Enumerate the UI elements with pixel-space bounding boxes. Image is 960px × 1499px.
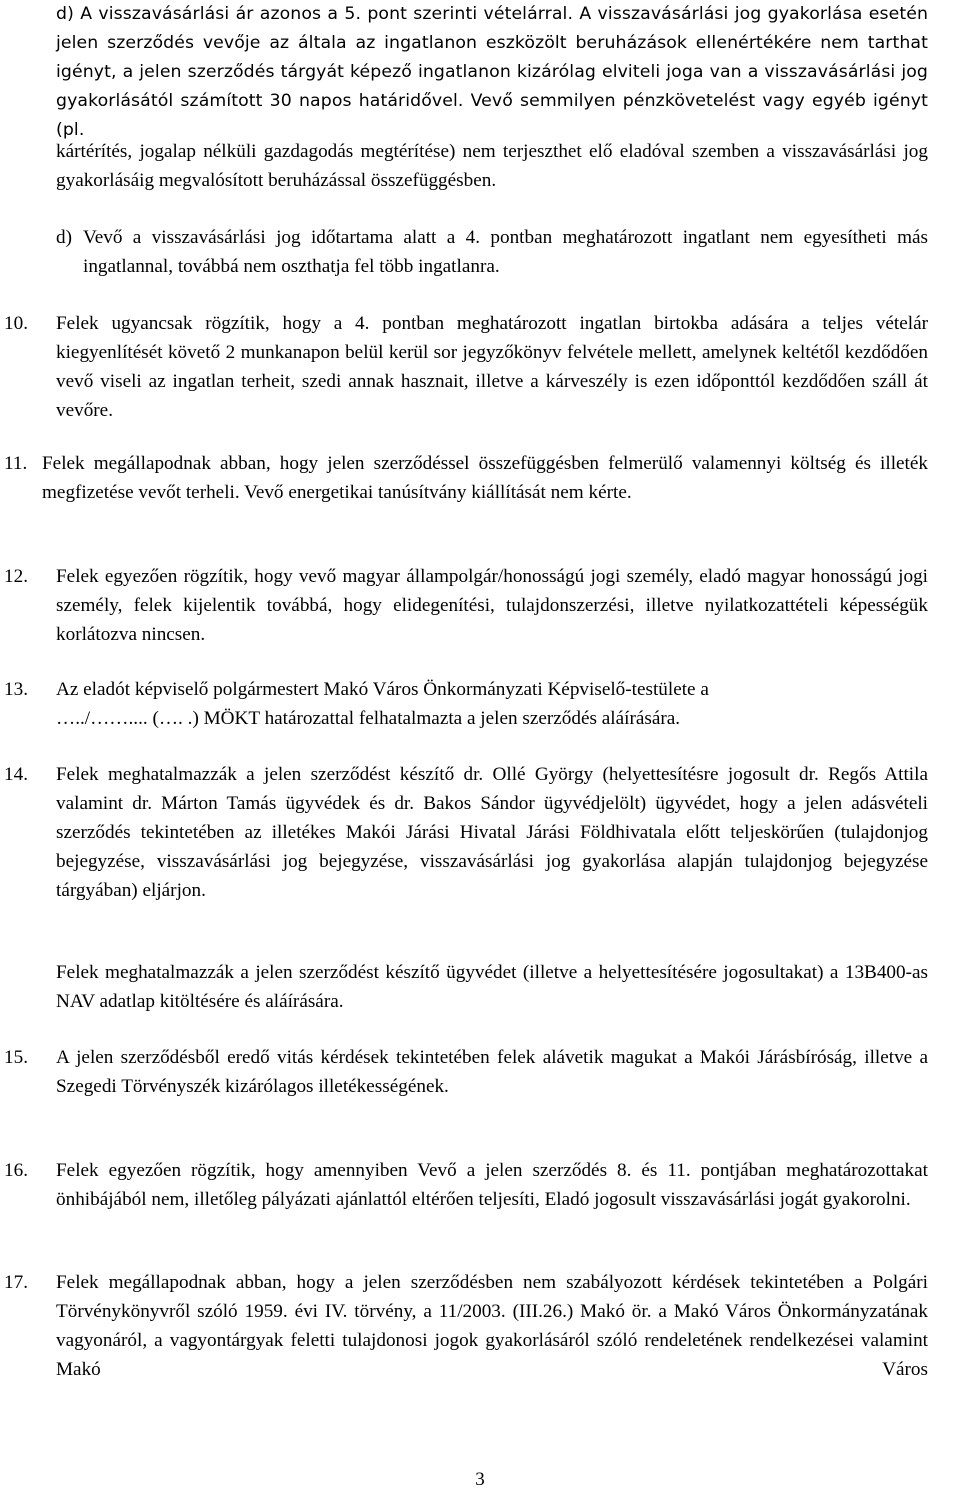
paragraph-13-line-1: Az eladót képviselő polgármestert Makó Város Önkormányzati Képviselő-testülete a (56, 679, 709, 700)
paragraph-14-text: Felek meghatalmazzák a jelen szerződést készítő dr. Ollé György (helyettesítésre jogosult dr. Regős Attila valamint dr. Márton Tamás ügyvédek és dr. Bakos Sándor ügyvédjelölt) ügyvédet, hogy a jelen adásvételi szerződés tekintetében az illetékes Makói Járási Hivatal Járási Földhivatala előtt teljeskörűen (tulajdonjog bejegyzése, visszavásárlási jog bejegyzése, visszavásárlási jog gyakorlása alapján tulajdonjog bejegyzése tárgyában) eljárjon. (56, 764, 928, 901)
paragraph-9c-continuation-text: kártérítés, jogalap nélküli gazdagodás megtérítése) nem terjeszthet elő eladóval szemben a visszavásárlási jog gyakorlásáig megvalósított beruházással összefüggésben. (56, 141, 928, 191)
paragraph-14-authorization-text: Felek meghatalmazzák a jelen szerződést készítő ügyvédet (illetve a helyettesítésére jogosultakat) a 13B400-as NAV adatlap kitöltésére és aláírására. (56, 962, 928, 1012)
paragraph-9c-continuation (56, 137, 928, 195)
paragraph-d-label: d) (56, 227, 72, 248)
paragraph-15-number: 15. (4, 1047, 28, 1068)
paragraph-10-text: Felek ugyancsak rögzítik, hogy a 4. pontban meghatározott ingatlan birtokba adására a teljes vételár kiegyenlítését követő 2 munkanapon belül kerül sor jegyzőkönyv felvétele mellett, amelynek keltétől kezdődően vevő viseli az ingatlan terheit, szedi annak hasznait, illetve a kárveszély is ezen időponttól kezdődően száll át vevőre. (56, 313, 928, 421)
paragraph-16-text: Felek egyezően rögzítik, hogy amennyiben Vevő a jelen szerződés 8. és 11. pontjában meghatározottakat önhibájából nem, illetőleg pályázati ajánlattól eltérően teljesíti, Eladó jogosult visszavásárlási jogát gyakorolni. (56, 1160, 928, 1210)
page-number: 3 (475, 1469, 485, 1490)
paragraph-15-text: A jelen szerződésből eredő vitás kérdések tekintetében felek alávetik magukat a Makói Járásbíróság, illetve a Szegedi Törvényszék kizárólagos illetékességének. (56, 1047, 928, 1097)
paragraph-12-text: Felek egyezően rögzítik, hogy vevő magyar állampolgár/honosságú jogi személy, eladó magyar honosságú jogi személy, felek kijelentik továbbá, hogy elidegenítési, tulajdonszerzési, illetve nyilatkozattételi képességük korlátozva nincsen. (56, 566, 928, 645)
paragraph-17-text: Felek megállapodnak abban, hogy a jelen szerződésben nem szabályozott kérdések tekintetében a Polgári Törvénykönyvről szóló 1959. évi IV. törvény, a 11/2003. (III.26.) Makó ör. a Makó Város Önkormányzatának vagyonáról, a vagyontárgyak feletti tulajdonosi jogok gyakorlásáról szóló rendeletének rendelkezései valamint Makó Város (56, 1272, 928, 1380)
paragraph-13-line-2: …../…….... (…. .) MÖKT határozattal felhatalmazta a jelen szerződés aláírására. (56, 708, 681, 729)
paragraph-17-number: 17. (4, 1272, 28, 1293)
paragraph-d-text: Vevő a visszavásárlási jog időtartama alatt a 4. pontban meghatározott ingatlant nem egyesítheti más ingatlannal, továbbá nem oszthatja fel több ingatlanra. (83, 227, 928, 277)
paragraph-11-number: 11. (4, 453, 28, 474)
paragraph-14-number: 14. (4, 764, 28, 785)
paragraph-11-text: Felek megállapodnak abban, hogy jelen szerződéssel összefüggésben felmerülő valamennyi költség és illeték megfizetése vevőt terheli. Vevő energetikai tanúsítvány kiállítását nem kérte. (42, 453, 928, 503)
paragraph-10-number: 10. (4, 313, 28, 334)
paragraph-16-number: 16. (4, 1160, 28, 1181)
paragraph-13-number: 13. (4, 679, 28, 700)
paragraph-9c-text: d) A visszavásárlási ár azonos a 5. pont szerinti vételárral. A visszavásárlási jog gyakorlása esetén jelen szerződés vevője az általa az ingatlanon eszközölt beruházások ellenértékére nem tarthat igényt, a jelen szerződés tárgyát képező ingatlanon kizárólag elviteli joga van a visszavásárlási jog gyakorlásától számított 30 napos határidővel. Vevő semmilyen pénzkövetelést vagy egyéb igényt (pl. (56, 4, 928, 140)
paragraph-12-number: 12. (4, 566, 28, 587)
